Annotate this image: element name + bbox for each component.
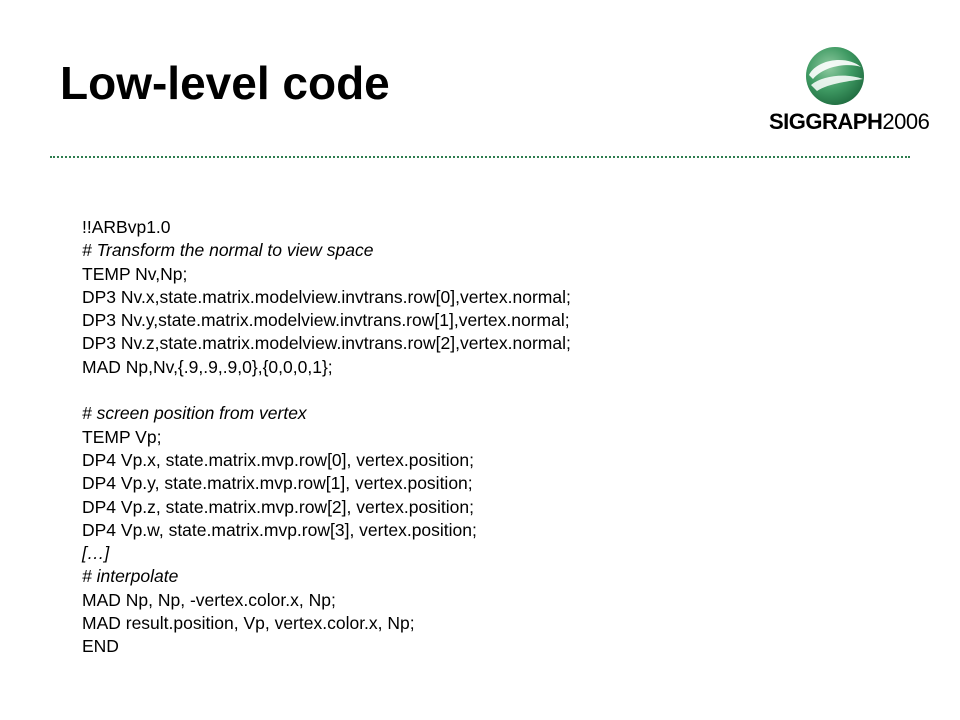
logo-year: 2006 (882, 109, 930, 134)
title-divider (50, 156, 910, 158)
code-comment-line: […] (82, 543, 110, 564)
code-line: TEMP Nv,Np; (82, 263, 188, 284)
code-line: MAD Np, Np, -vertex.color.x, Np; (82, 589, 336, 610)
code-line: END (82, 636, 119, 657)
code-line: DP3 Nv.z,state.matrix.modelview.invtrans.row[2],vertex.normal; (82, 333, 571, 354)
code-line: MAD Np,Nv,{.9,.9,.9,0},{0,0,0,1}; (82, 356, 333, 377)
code-line: !!ARBvp1.0 (82, 217, 171, 237)
logo-wordmark (769, 111, 929, 133)
code-line: DP4 Vp.w, state.matrix.mvp.row[3], vertex.position; (82, 519, 477, 540)
code-line: DP4 Vp.y, state.matrix.mvp.row[1], vertex.position; (82, 473, 473, 494)
siggraph-swirl-icon (803, 45, 867, 107)
code-line: DP4 Vp.z, state.matrix.mvp.row[2], vertex.position; (82, 496, 474, 517)
code-line: DP3 Nv.x,state.matrix.modelview.invtrans.row[0],vertex.normal; (82, 286, 571, 307)
code-line: MAD result.position, Vp, vertex.color.x, Np; (82, 613, 415, 634)
code-line (82, 379, 902, 402)
code-line: TEMP Vp; (82, 426, 162, 447)
code-block (82, 216, 902, 659)
slide-title: Low-level code (60, 57, 390, 109)
logo-name: SIGGRAPH (769, 109, 883, 134)
code-comment-line: # interpolate (82, 566, 179, 587)
code-comment-line: # Transform the normal to view space (82, 240, 374, 261)
code-line: DP4 Vp.x, state.matrix.mvp.row[0], vertex.position; (82, 449, 474, 470)
code-line: DP3 Nv.y,state.matrix.modelview.invtrans.row[1],vertex.normal; (82, 310, 570, 331)
code-comment-line: # screen position from vertex (82, 403, 307, 424)
siggraph-logo (765, 45, 930, 145)
